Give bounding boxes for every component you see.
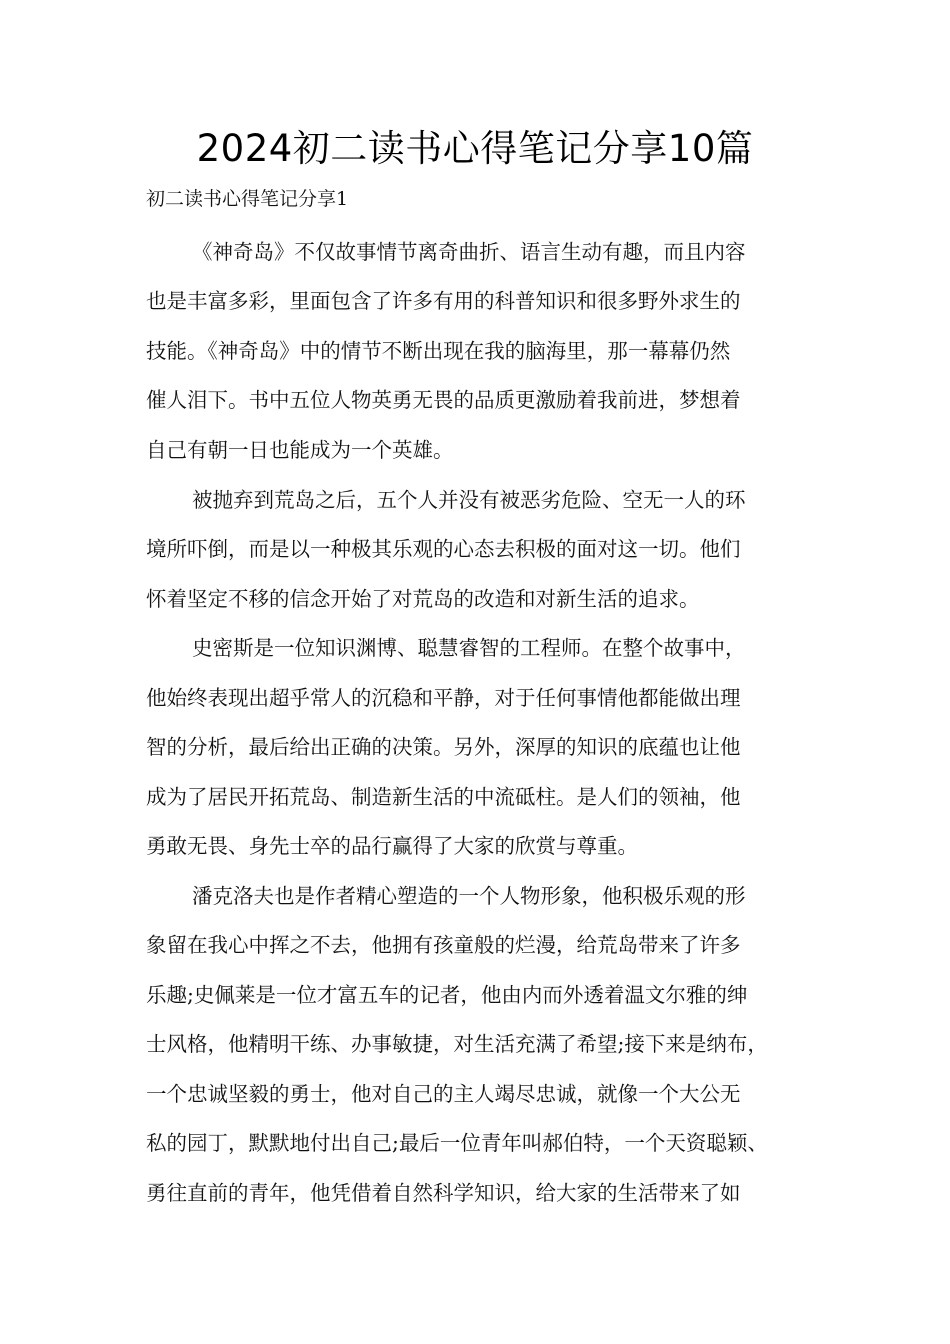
paragraph-line: 私的园丁，默默地付出自己;最后一位青年叫郝伯特，一个天资聪颖、: [146, 1131, 768, 1155]
paragraph-line: 被抛弃到荒岛之后，五个人并没有被恶劣危险、空无一人的环: [192, 488, 746, 512]
paragraph-line: 史密斯是一位知识渊博、聪慧睿智的工程师。在整个故事中，: [192, 636, 746, 660]
paragraph-line: 一个忠诚坚毅的勇士，他对自己的主人竭尽忠诚，就像一个大公无: [146, 1082, 741, 1106]
paragraph-line: 也是丰富多彩，里面包含了许多有用的科普知识和很多野外求生的: [146, 289, 741, 313]
document-title: 2024初二读书心得笔记分享10篇: [196, 127, 754, 170]
paragraph-line: 怀着坚定不移的信念开始了对荒岛的改造和对新生活的追求。: [146, 587, 700, 611]
paragraph-line: 《神奇岛》不仅故事情节离奇曲折、语言生动有趣，而且内容: [192, 240, 746, 264]
paragraph-line: 士风格，他精明干练、办事敏捷，对生活充满了希望;接下来是纳布，: [146, 1032, 768, 1056]
paragraph-line: 智的分析，最后给出正确的决策。另外，深厚的知识的底蕴也让他: [146, 735, 741, 759]
section-heading: 初二读书心得笔记分享1: [146, 188, 349, 210]
paragraph-line: 催人泪下。书中五位人物英勇无畏的品质更激励着我前进，梦想着: [146, 388, 741, 412]
paragraph-line: 境所吓倒，而是以一种极其乐观的心态去积极的面对这一切。他们: [146, 537, 741, 561]
paragraph-line: 他始终表现出超乎常人的沉稳和平静，对于任何事情他都能做出理: [146, 686, 741, 710]
paragraph-line: 勇往直前的青年，他凭借着自然科学知识，给大家的生活带来了如: [146, 1181, 741, 1205]
paragraph-line: 象留在我心中挥之不去，他拥有孩童般的烂漫，给荒岛带来了许多: [146, 933, 741, 957]
paragraph-line: 成为了居民开拓荒岛、制造新生活的中流砥柱。是人们的领袖，他: [146, 785, 741, 809]
paragraph-line: 乐趣;史佩莱是一位才富五车的记者，他由内而外透着温文尔雅的绅: [146, 983, 748, 1007]
paragraph-line: 自己有朝一日也能成为一个英雄。: [146, 438, 454, 462]
paragraph-line: 技能。《神奇岛》中的情节不断出现在我的脑海里，那一幕幕仍然: [146, 339, 731, 363]
paragraph-line: 勇敢无畏、身先士卒的品行赢得了大家的欣赏与尊重。: [146, 834, 638, 858]
paragraph-line: 潘克洛夫也是作者精心塑造的一个人物形象，他积极乐观的形: [192, 884, 746, 908]
